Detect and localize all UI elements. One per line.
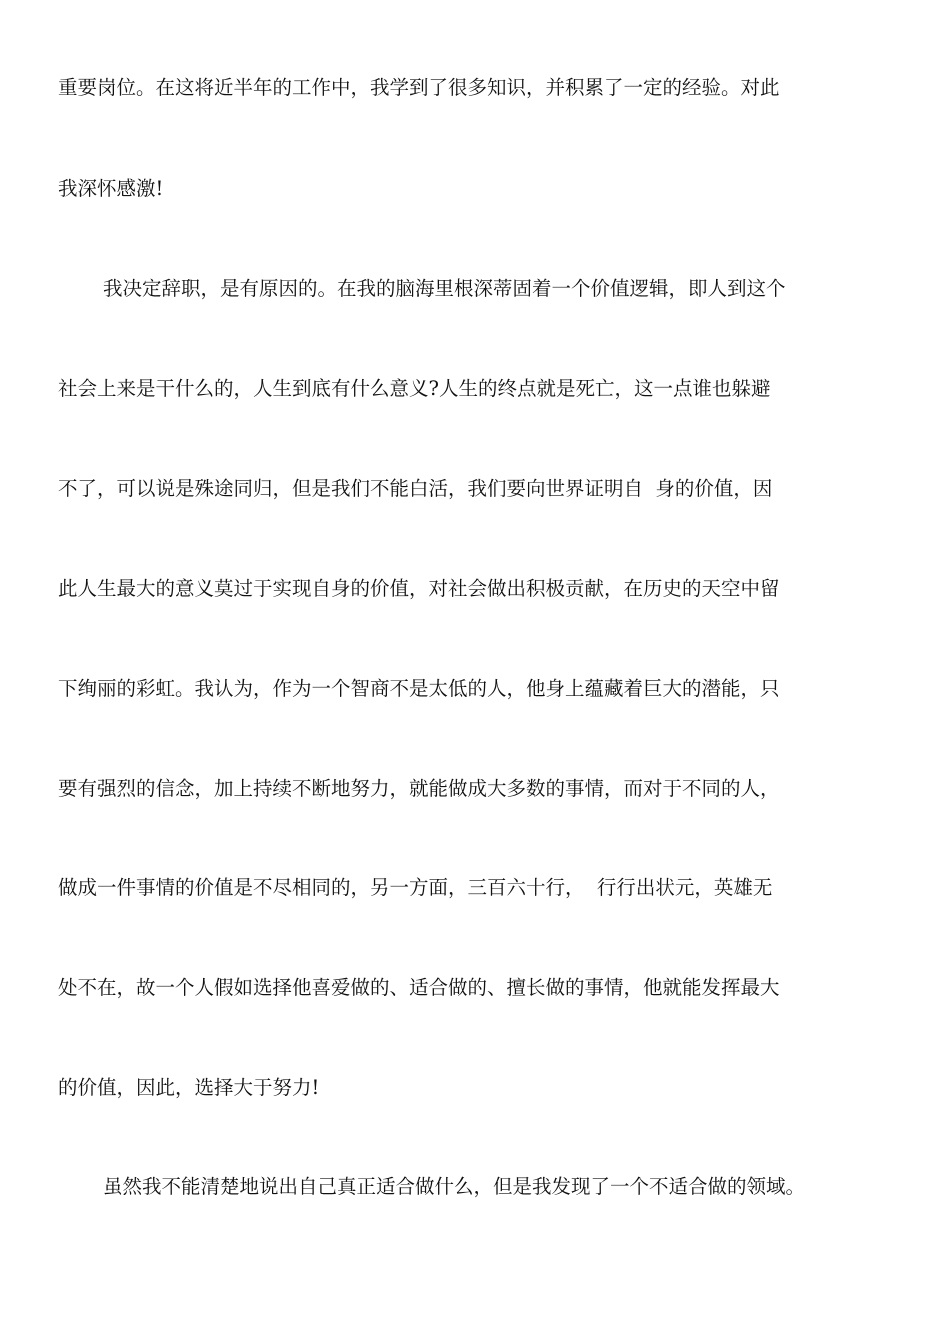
text-line: 的价值，因此，选择大于努力! bbox=[58, 1076, 320, 1099]
text-line: 处不在，故一个人假如选择他喜爱做的、适合做的、擅长做的事情，他就能发挥最大 bbox=[58, 976, 780, 999]
paragraph-start-line: 虽然我不能清楚地说出自己真正适合做什么，但是我发现了一个不适合做的领域。 bbox=[103, 1175, 806, 1198]
text-line: 此人生最大的意义莫过于实现自身的价值，对社会做出积极贡献，在历史的天空中留 bbox=[58, 577, 780, 600]
text-line: 下绚丽的彩虹。我认为，作为一个智商不是太低的人，他身上蕴藏着巨大的潜能，只 bbox=[58, 677, 780, 700]
text-line: 我深怀感激! bbox=[58, 177, 164, 200]
paragraph-start-line: 我决定辞职，是有原因的。在我的脑海里根深蒂固着一个价值逻辑，即人到这个 bbox=[103, 277, 786, 300]
text-line: 重要岗位。在这将近半年的工作中，我学到了很多知识，并积累了一定的经验。对此 bbox=[58, 76, 780, 99]
text-line: 做成一件事情的价值是不尽相同的，另一方面，三百六十行， 行行出状元，英雄无 bbox=[58, 876, 773, 899]
text-line: 要有强烈的信念，加上持续不断地努力，就能做成大多数的事情，而对于不同的人， bbox=[58, 777, 780, 800]
text-line: 社会上来是干什么的，人生到底有什么意义?人生的终点就是死亡，这一点谁也躲避 bbox=[58, 377, 771, 400]
text-line: 不了，可以说是殊途同归，但是我们不能白活，我们要向世界证明自 身的价值，因 bbox=[58, 477, 773, 500]
